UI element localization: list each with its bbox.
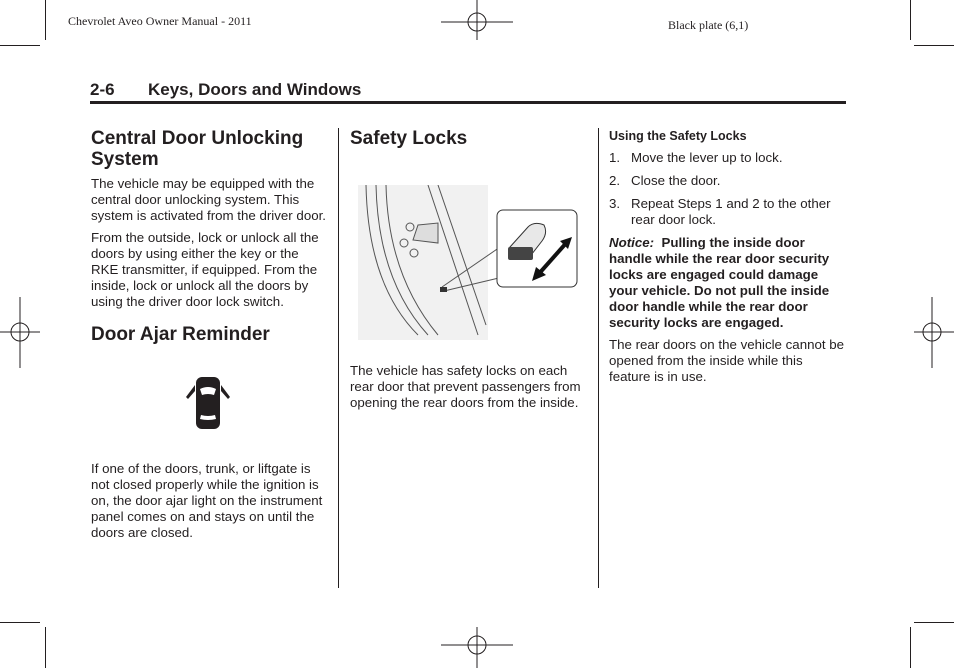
subheading-using-safety-locks: Using the Safety Locks [609, 129, 747, 143]
column-1 [91, 128, 327, 547]
paragraph: The vehicle may be equipped with the central door unlocking system. This system is activated from the driver door. [91, 176, 327, 223]
paragraph: From the outside, lock or unlock all the doors by using either the key or the RKE transmitter, if equipped. From the inside, lock or unlock all the doors by using the driver door lock switch. [91, 230, 319, 309]
section-number: 2-6 [90, 80, 115, 99]
notice-label: Notice: [609, 235, 655, 250]
heading-central-door-unlocking: Central Door Unlocking System [91, 128, 304, 170]
column-3 [609, 128, 845, 391]
notice-text: Pulling the inside door handle while the rear door security locks are engaged could damage your vehicle. Do not pull the inside door handle while the rear door security locks are engaged. [609, 235, 830, 330]
door-ajar-icon [91, 351, 327, 461]
step-text: Close the door. [631, 173, 721, 188]
section-rule [90, 101, 846, 104]
paragraph: If one of the doors, trunk, or liftgate is not closed properly while the ignition is on, the door ajar light on the instrument panel comes on and stays on until the doors are closed. [91, 461, 323, 540]
step-text: Repeat Steps 1 and 2 to the other rear door lock. [631, 196, 831, 227]
heading-safety-locks: Safety Locks [350, 128, 468, 149]
step-text: Move the lever up to lock. [631, 150, 783, 165]
notice [609, 235, 845, 331]
column-divider [598, 128, 599, 588]
list-item [609, 196, 845, 228]
step-number: 3. [609, 196, 621, 211]
heading-door-ajar-reminder: Door Ajar Reminder [91, 324, 270, 345]
plate-label: Black plate (6,1) [668, 18, 749, 32]
step-number: 2. [609, 173, 621, 188]
list-item [609, 173, 845, 189]
step-number: 1. [609, 150, 621, 165]
safety-lock-illustration [350, 155, 586, 363]
column-divider [338, 128, 339, 588]
running-header-title: Chevrolet Aveo Owner Manual - 2011 [68, 14, 252, 28]
steps-list [609, 150, 845, 228]
paragraph: The vehicle has safety locks on each rear door that prevent passengers from opening the rear doors from the inside. [350, 363, 581, 410]
section-title: Keys, Doors and Windows [148, 80, 362, 99]
list-item [609, 150, 845, 166]
paragraph: The rear doors on the vehicle cannot be opened from the inside while this feature is in use. [609, 337, 845, 384]
column-2 [350, 128, 586, 417]
